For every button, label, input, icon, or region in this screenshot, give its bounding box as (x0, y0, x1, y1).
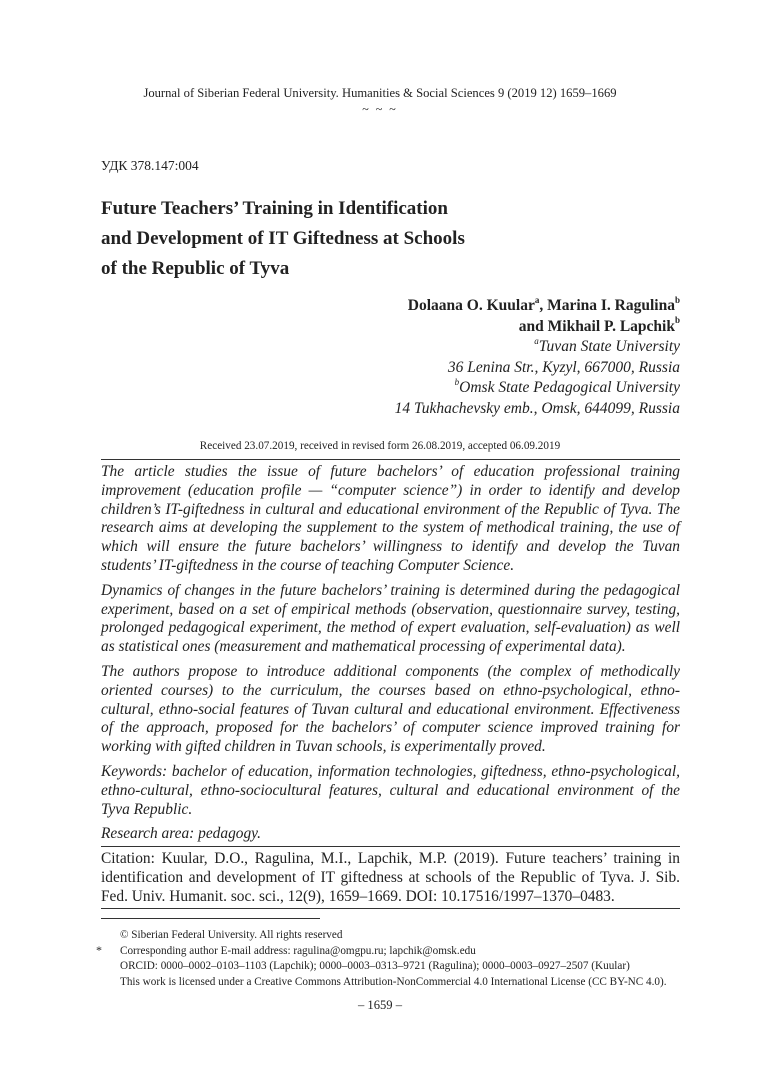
footnote-star: * (96, 943, 102, 957)
research-area: Research area: pedagogy. (101, 825, 261, 843)
article-title (101, 194, 661, 284)
abstract-paragraph-2: Dynamics of changes in the future bachelors’ training is determined during the pedagogical experiment, based on a set of empirical methods (observation, questionnaire survey, testing, prolonged pedagogical experiment, the method of expert evaluation, self-evaluation) as well as statistical ones (measurement and mathematical processing of experimental data). (101, 581, 680, 656)
author-ragulina: Marina I. Ragulina (547, 297, 675, 314)
affiliation-a-sup: a (534, 335, 539, 346)
author-lapchik: and Mikhail P. Lapchik (518, 317, 675, 335)
abstract (101, 463, 680, 850)
affiliation-a-address: 36 Lenina Str., Kyzyl, 667000, Russia (447, 358, 680, 376)
affiliation-a-name: Tuvan State University (538, 338, 680, 355)
license-note: This work is licensed under a Creative Commons Attribution-NonCommercial 4.0 International License (CC BY-NC 4.0). (120, 975, 667, 988)
received-dates: Received 23.07.2019, received in revised form 26.08.2019, accepted 06.09.2019 (199, 440, 561, 452)
affiliation-b-sup: b (454, 376, 460, 387)
title-line-2: and Development of IT Giftedness at Schools (101, 228, 465, 249)
author-separator: , (539, 297, 548, 314)
author-line-2 (395, 317, 680, 338)
corresponding-email: Corresponding author E-mail address: ragulina@omgpu.ru; lapchik@omsk.edu (120, 944, 476, 957)
title-line-3: of the Republic of Tyva (101, 258, 290, 279)
abstract-paragraph-1: The article studies the issue of future bachelors’ of education professional training improvement (education profile — “computer science”) in order to identify and develop children’s IT-giftedness in cultural and educational environment of the Republic of Tyva. The research aims at developing the supplement to the system of methodical training, the use of which will ensure the future bachelors’ willingness to identify and develop the Tuvan students’ IT-giftedness in the course of teaching Computer Science. (101, 463, 680, 574)
author-line-1 (395, 296, 680, 317)
affiliation-b-address: 14 Tukhachevsky emb., Omsk, 644099, Russia (394, 399, 680, 417)
author-kuular: Dolaana O. Kuular (407, 297, 535, 314)
affiliation-b-name: Omsk State Pedagogical University (459, 379, 680, 396)
page-number: – 1659 – (357, 998, 403, 1012)
journal-header: Journal of Siberian Federal University. Humanities & Social Sciences 9 (2019 12) 1659–1669 (143, 86, 617, 100)
affiliation-a (395, 337, 680, 358)
udk-code: УДК 378.147:004 (101, 158, 199, 173)
title-line-1: Future Teachers’ Training in Identification (101, 198, 448, 219)
footnote-rule (101, 918, 320, 919)
citation-bottom-rule (101, 908, 680, 909)
header-separator: ~ ~ ~ (362, 102, 398, 116)
author-ragulina-sup: b (674, 294, 680, 305)
author-kuular-sup: a (534, 294, 540, 305)
orcid-note: ORCID: 0000–0002–0103–1103 (Lapchik); 0000–0003–0313–9721 (Ragulina); 0000–0003–0927–2507 (Kuular) (120, 960, 630, 972)
authors-block (395, 296, 680, 419)
abstract-top-rule (101, 459, 680, 460)
keywords: Keywords: bachelor of education, information technologies, giftedness, ethno-psychological, ethno-cultural, ethno-sociocultural features, cultural and educational environment of the Tyva Republic. (101, 762, 680, 818)
citation-top-rule (101, 846, 680, 847)
affiliation-b (395, 378, 680, 399)
copyright-note: © Siberian Federal University. All rights reserved (120, 929, 343, 941)
author-lapchik-sup: b (674, 315, 680, 326)
footnotes (120, 928, 700, 990)
abstract-paragraph-3: The authors propose to introduce additional components (the complex of methodically oriented courses) to the curriculum, the courses based on ethno-psychological, ethno-cultural, ethno-social features of Tuvan cultural and educational environment. Effectiveness of the approach, proposed for the bachelors’ of computer science improved training for working with gifted children in Tuvan schools, is experimentally proved. (101, 662, 680, 756)
citation: Citation: Kuular, D.O., Ragulina, M.I., Lapchik, M.P. (2019). Future teachers’ training in identification and development of IT giftedness at schools of the Republic of Tyva. J. Sib. Fed. Univ. Humanit. soc. sci., 12(9), 1659–1669. DOI: 10.17516/1997–1370–0483. (101, 850, 680, 905)
